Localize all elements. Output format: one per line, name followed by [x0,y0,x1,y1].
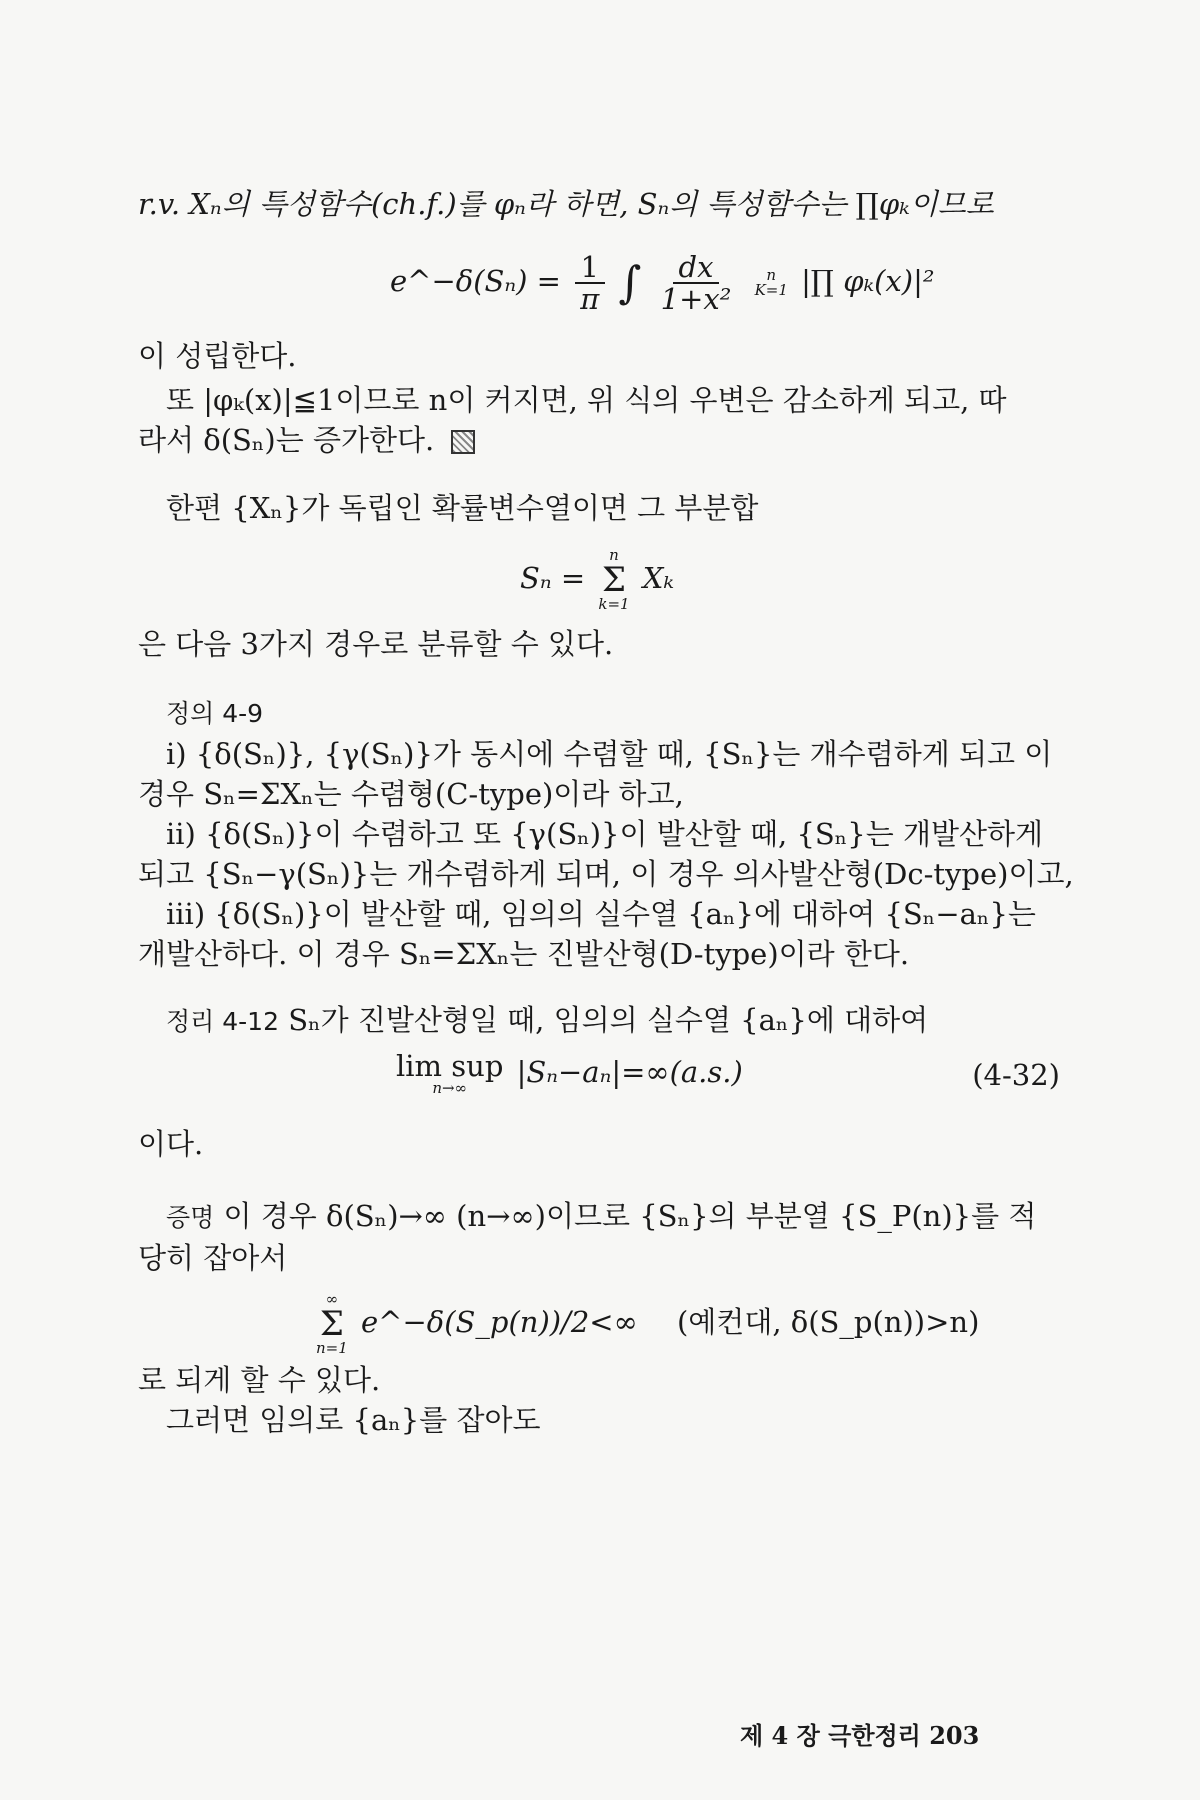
equation-chf-integral: e^−δ(Sₙ) = $\frac{1}{\pi}$ ∫ $\frac{dx}{\text{1+x²}}$ n K=1 |∏ φₖ(x)|² [390,250,935,316]
paragraph-is: 이다. [138,1127,204,1161]
definition-title: 정의 4-9 [166,699,264,728]
theorem-title: 정리 4-12 [166,1007,279,1036]
equation-number: (4-32) [972,1058,1060,1092]
theorem-4-12: 정리 4-12 Sₙ가 진발산형일 때, 임의의 실수열 {aₙ}에 대하여 [166,1003,929,1037]
paragraph-can-make: 로 되게 할 수 있다. 그러면 임의로 {aₙ}를 잡아도 [138,1363,541,1437]
paragraph-chf: r.v. Xₙ의 특성함수(ch.f.)를 φₙ라 하면, Sₙ의 특성함수는 ∏φₖ이므로 [138,187,994,221]
page-footer: 제 4 장 극한정리 203 [740,1721,980,1750]
equation-series: ∞ Σ n=1 e^−δ(S_p(n))/2<∞ (예컨대, δ(S_p(n))>n) [316,1290,980,1357]
definition-line: 개발산하다. 이 경우 Sₙ=ΣXₙ는 진발산형(D-type)이라 한다. [138,937,910,971]
equation-4-32: lim sup n→∞ |Sₙ−aₙ|=∞(a.s.) [396,1049,743,1097]
paragraph-holds: 이 성립한다. [138,339,297,373]
paragraph-partial-sum: 한편 {Xₙ}가 독립인 확률변수열이면 그 부분합 [166,491,759,525]
definition-4-9 [138,694,1074,974]
qed-icon [451,430,475,454]
proof-label: 증명 [166,1203,215,1232]
definition-line: iii) {δ(Sₙ)}이 발산할 때, 임의의 실수열 {aₙ}에 대하여 {Sₙ−aₙ}는 [166,897,1036,931]
definition-line: ii) {δ(Sₙ)}이 수렴하고 또 {γ(Sₙ)}이 발산할 때, {Sₙ}는 개발산하게 [166,817,1044,851]
equation-partial-sum: Sₙ = n Σ k=1 Xₖ [520,546,675,613]
definition-line: i) {δ(Sₙ)}, {γ(Sₙ)}가 동시에 수렴할 때, {Sₙ}는 개수렴하게 되고 이 [166,737,1053,771]
proof: 증명 이 경우 δ(Sₙ)→∞ (n→∞)이므로 {Sₙ}의 부분열 {S_P(n)}를 적 당히 잡아서 [138,1199,1037,1275]
paragraph-decrease: 또 |φₖ(x)|≦1이므로 n이 커지면, 위 식의 우변은 감소하게 되고, 따 라서 δ(Sₙ)는 증가한다. [138,383,1007,457]
paragraph-classify: 은 다음 3가지 경우로 분류할 수 있다. [138,627,614,661]
definition-line: 되고 {Sₙ−γ(Sₙ)}는 개수렴하게 되며, 이 경우 의사발산형(Dc-type)이고, [138,857,1074,891]
definition-line: 경우 Sₙ=ΣXₙ는 수렴형(C-type)이라 하고, [138,777,684,811]
